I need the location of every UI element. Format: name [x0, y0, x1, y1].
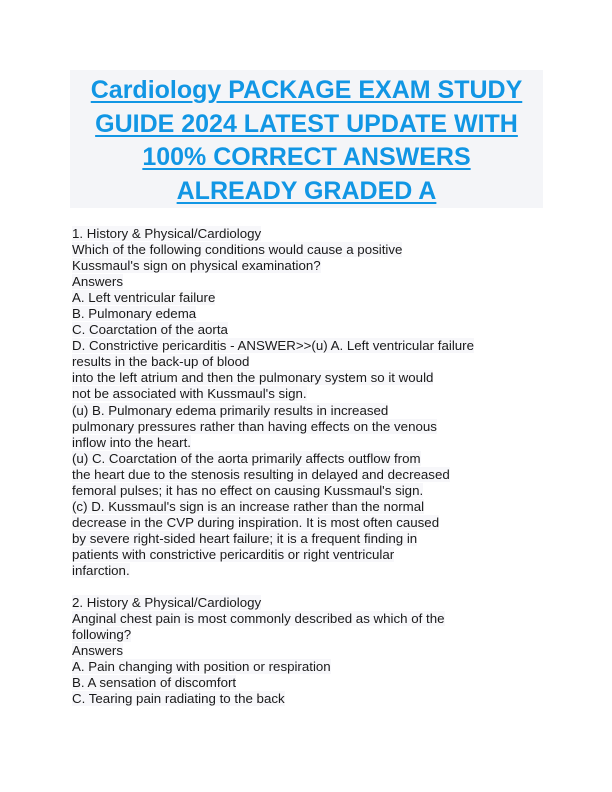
question-text: following?	[72, 627, 132, 643]
title-line: Cardiology PACKAGE EXAM STUDY	[90, 76, 523, 104]
answers-label: Answers	[72, 274, 123, 290]
answer-option: D. Constrictive pericarditis - ANSWER>>(u) A. Left ventricular failure	[72, 338, 474, 354]
document-body	[72, 226, 512, 707]
rationale-line: inflow into the heart.	[72, 434, 192, 450]
answer-option: B. A sensation of discomfort	[72, 675, 237, 691]
question-1	[72, 226, 512, 579]
question-heading: 1. History & Physical/Cardiology	[72, 226, 262, 241]
rationale-line: not be associated with Kussmaul's sign.	[72, 386, 307, 402]
rationale-line: infarction.	[72, 562, 130, 578]
rationale-line: by severe right-sided heart failure; it is a frequent finding in	[72, 530, 418, 546]
rationale-line: (u) C. Coarctation of the aorta primarily affects outflow from	[72, 450, 421, 466]
rationale-line: into the left atrium and then the pulmonary system so it would	[72, 370, 434, 386]
rationale-line: (c) D. Kussmaul's sign is an increase rather than the normal	[72, 498, 425, 514]
question-text: Anginal chest pain is most commonly described as which of the	[72, 611, 445, 627]
rationale-line: (u) B. Pulmonary edema primarily results in increased	[72, 402, 389, 418]
paragraph-gap	[72, 579, 512, 595]
answer-option: C. Tearing pain radiating to the back	[72, 691, 285, 707]
title-line: 100% CORRECT ANSWERS	[142, 143, 471, 171]
title-line: ALREADY GRADED A	[176, 176, 437, 205]
question-text: Kussmaul's sign on physical examination?	[72, 258, 321, 274]
answers-label: Answers	[72, 643, 123, 659]
rationale-line: pulmonary pressures rather than having effects on the venous	[72, 418, 437, 434]
rationale-line: patients with constrictive pericarditis or right ventricular	[72, 546, 395, 562]
rationale-line: femoral pulses; it has no effect on causing Kussmaul's sign.	[72, 482, 424, 498]
title-line: GUIDE 2024 LATEST UPDATE WITH	[95, 109, 518, 138]
question-text: Which of the following conditions would cause a positive	[72, 242, 403, 258]
rationale-line: results in the back-up of blood	[72, 354, 250, 370]
question-2	[72, 595, 512, 707]
answer-option: C. Coarctation of the aorta	[72, 322, 228, 338]
rationale-line: the heart due to the stenosis resulting in delayed and decreased	[72, 466, 450, 482]
answer-option: A. Left ventricular failure	[72, 290, 216, 306]
question-heading: 2. History & Physical/Cardiology	[72, 595, 262, 611]
answer-option: A. Pain changing with position or respiration	[72, 659, 331, 675]
rationale-line: decrease in the CVP during inspiration. It is most often caused	[72, 514, 440, 530]
title-banner	[70, 70, 543, 208]
document-title	[70, 70, 543, 208]
answer-option: B. Pulmonary edema	[72, 306, 197, 322]
